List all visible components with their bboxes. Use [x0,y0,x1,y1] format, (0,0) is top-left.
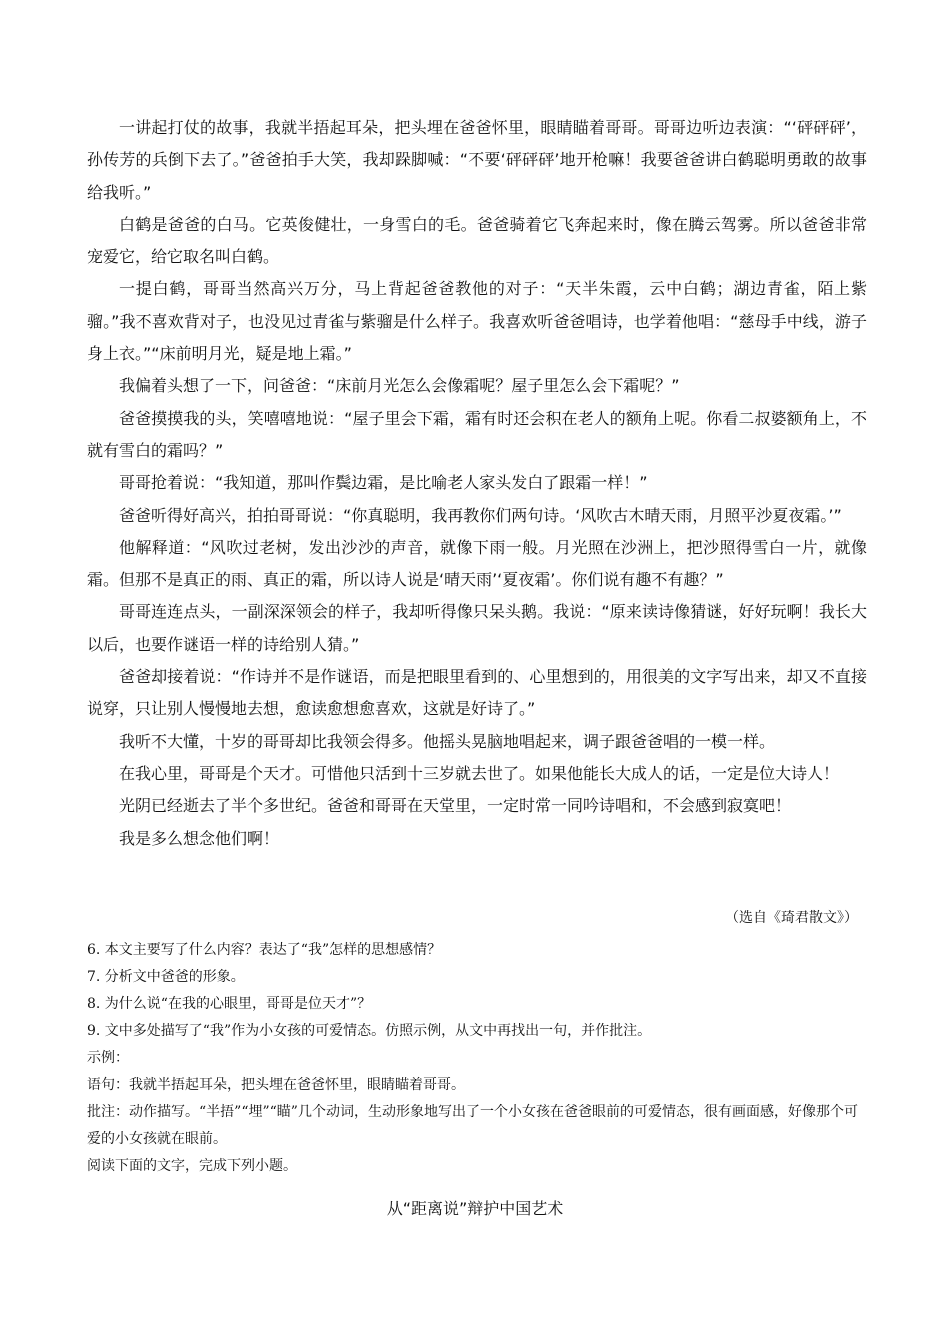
example-sentence: 语句：我就半捂起耳朵，把头埋在爸爸怀里，眼睛瞄着哥哥。 [87,1077,465,1093]
question-7: 7. 分析文中爸爸的形象。 [87,969,245,985]
story-text [87,112,867,855]
story-paragraph: 哥哥连连点头，一副深深领会的样子，我却听得像只呆头鹅。我说：“原来读诗像猜谜，好好玩啊！我长大以后，也要作谜语一样的诗给别人猜。” [87,602,867,654]
story-paragraph: 白鹤是爸爸的白马。它英俊健壮，一身雪白的毛。爸爸骑着它飞奔起来时，像在腾云驾雾。所以爸爸非常宠爱它，给它取名叫白鹤。 [87,214,867,267]
story-paragraph: 光阴已经逝去了半个多世纪。爸爸和哥哥在天堂里，一定时常一同吟诗唱和，不会感到寂寞吧！ [119,796,792,816]
example-label: 示例： [87,1050,129,1066]
question-8: 8. 为什么说“在我的心眼里，哥哥是位天才”？ [87,996,372,1012]
story-paragraph: 一讲起打仗的故事，我就半捂起耳朵，把头埋在爸爸怀里，眼睛瞄着哥哥。哥哥边听边表演：“‘砰砰砰’，孙传芳的兵倒下去了。”爸爸拍手大笑，我却跺脚喊：“不要‘砰砰砰’地开枪嘛！我要爸爸讲白鹤聪明勇敢的故事给我听。” [87,118,867,202]
story-paragraph: 一提白鹤，哥哥当然高兴万分，马上背起爸爸教他的对子：“天半朱霞，云中白鹤；湖边青雀，陌上紫骝。”我不喜欢背对子，也没见过青雀与紫骝是什么样子。我喜欢听爸爸唱诗，也学着他唱：“慈母手中线，游子身上衣。”“床前明月光，疑是地上霜。” [87,279,867,364]
story-paragraph: 爸爸听得好高兴，拍拍哥哥说：“你真聪明，我再教你们两句诗。‘风吹古木晴天雨，月照平沙夏夜霜。’” [119,505,842,525]
story-paragraph: 爸爸却接着说：“作诗并不是作谜语，而是把眼里看到的、心里想到的，用很美的文字写出来，却又不直接说穿，只让别人慢慢地去想，愈读愈想愈喜欢，这就是好诗了。” [87,667,867,719]
next-article-title: 从“距离说”辩护中国艺术 [386,1199,564,1218]
story-paragraph: 我听不大懂，十岁的哥哥却比我领会得多。他摇头晃脑地唱起来，调子跟爸爸唱的一模一样。 [119,731,776,751]
example-comment: 批注：动作描写。“半捂”“埋”“瞄”几个动词，生动形象地写出了一个小女孩在爸爸眼前的可爱情态，很有画面感，好像那个可爱的小女孩就在眼前。 [87,1104,858,1147]
question-9: 9. 文中多处描写了“我”作为小女孩的可爱情态。仿照示例，从文中再找出一句，并作批注。 [87,1023,652,1039]
story-paragraph: 在我心里，哥哥是个天才。可惜他只活到十三岁就去世了。如果他能长大成人的话，一定是位大诗人！ [119,763,840,783]
story-paragraph: 哥哥抢着说：“我知道，那叫作鬓边霜，是比喻老人家头发白了跟霜一样！” [119,473,648,493]
story-source: （选自《琦君散文》） [725,910,858,926]
story-paragraph: 我是多么想念他们啊！ [119,828,280,848]
reading-instruction: 阅读下面的文字，完成下列小题。 [87,1158,297,1174]
story-paragraph: 他解释道：“风吹过老树，发出沙沙的声音，就像下雨一般。月光照在沙洲上，把沙照得雪白一片，就像霜。但那不是真正的雨、真正的霜，所以诗人说是‘晴天雨’‘夏夜霜’。你们说有趣不有趣？” [87,537,867,590]
story-paragraph: 我偏着头想了一下，问爸爸：“床前月光怎么会像霜呢？屋子里怎么会下霜呢？” [119,376,680,396]
question-list [87,937,867,1180]
question-6: 6. 本文主要写了什么内容？表达了“我”怎样的思想感情？ [87,942,442,958]
story-paragraph: 爸爸摸摸我的头，笑嘻嘻地说：“屋子里会下霜，霜有时还会积在老人的额角上呢。你看二叔婆额角上，不就有雪白的霜吗？” [87,408,867,460]
